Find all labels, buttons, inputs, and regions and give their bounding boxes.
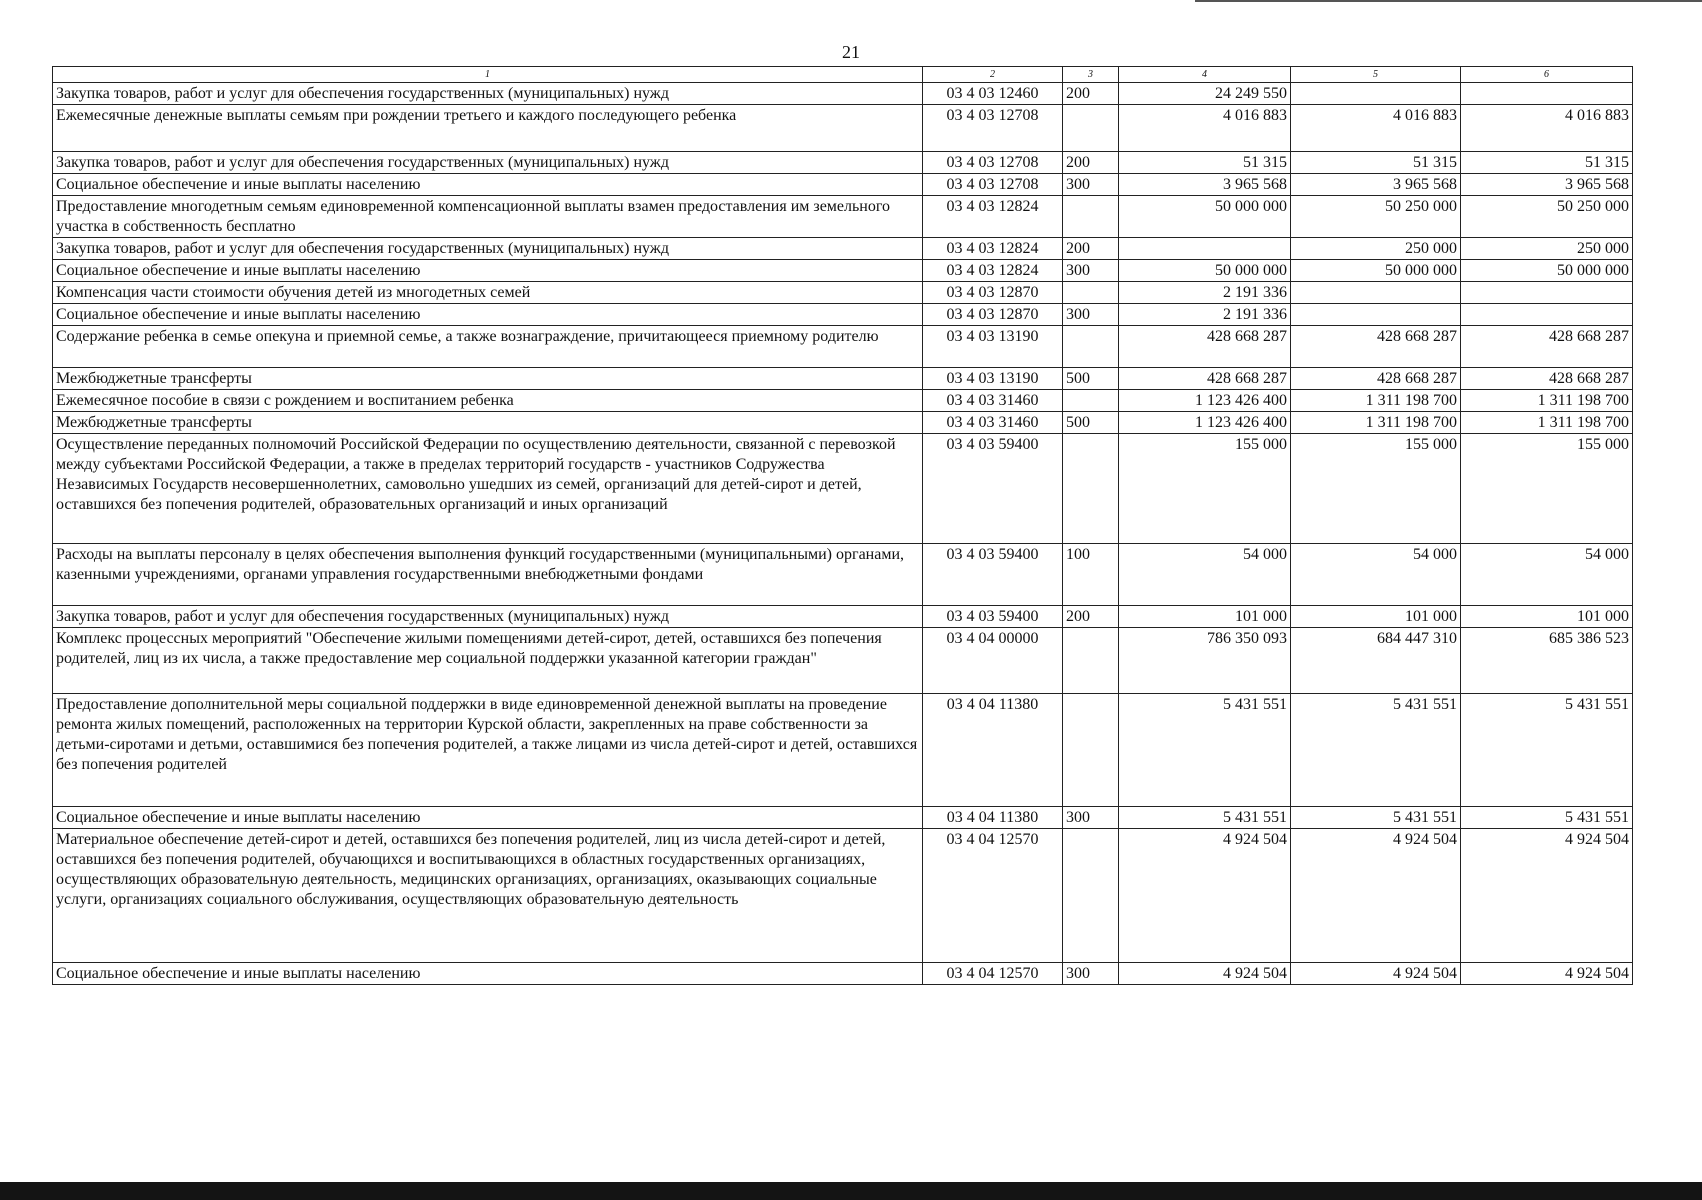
row-name: Содержание ребенка в семье опекуна и приемной семье, а также вознаграждение, причитающееся приемному родителю	[53, 326, 923, 368]
row-code: 03 4 03 12870	[923, 282, 1063, 304]
table-row	[53, 606, 1633, 628]
row-value-col4: 155 000	[1119, 434, 1291, 544]
table-row	[53, 694, 1633, 807]
table-row	[53, 260, 1633, 282]
row-value-col5: 50 000 000	[1291, 260, 1461, 282]
row-value-col6: 5 431 551	[1461, 694, 1633, 807]
row-expense-type	[1063, 434, 1119, 544]
row-value-col4: 1 123 426 400	[1119, 390, 1291, 412]
row-value-col4: 1 123 426 400	[1119, 412, 1291, 434]
table-row	[53, 174, 1633, 196]
scan-bottom-band	[0, 1182, 1702, 1200]
row-code: 03 4 03 12708	[923, 152, 1063, 174]
table-row	[53, 368, 1633, 390]
row-name: Социальное обеспечение и иные выплаты населению	[53, 304, 923, 326]
row-code: 03 4 03 59400	[923, 434, 1063, 544]
row-value-col4: 428 668 287	[1119, 326, 1291, 368]
row-code: 03 4 03 12824	[923, 196, 1063, 238]
row-name: Социальное обеспечение и иные выплаты населению	[53, 174, 923, 196]
row-expense-type	[1063, 829, 1119, 963]
row-value-col5: 1 311 198 700	[1291, 390, 1461, 412]
row-name: Предоставление дополнительной меры социальной поддержки в виде единовременной денежной выплаты на проведение ремонта жилых помещений, расположенных на территории Курской области, закрепленных на праве собственности за детьми-сиротами и детьми, оставшимися без попечения родителей, а также лицами из числа детей-сирот и детей, оставшихся без попечения родителей	[53, 694, 923, 807]
row-code: 03 4 03 13190	[923, 326, 1063, 368]
row-code: 03 4 03 12460	[923, 83, 1063, 105]
row-expense-type: 300	[1063, 260, 1119, 282]
row-value-col6: 428 668 287	[1461, 368, 1633, 390]
page-number: 21	[842, 42, 860, 62]
table-row	[53, 544, 1633, 606]
table-row	[53, 196, 1633, 238]
row-value-col4: 4 924 504	[1119, 963, 1291, 985]
row-value-col5: 1 311 198 700	[1291, 412, 1461, 434]
row-value-col5	[1291, 282, 1461, 304]
row-value-col5: 4 924 504	[1291, 829, 1461, 963]
budget-table	[52, 66, 1633, 985]
row-code: 03 4 03 12824	[923, 238, 1063, 260]
row-expense-type	[1063, 105, 1119, 152]
row-value-col4: 101 000	[1119, 606, 1291, 628]
row-value-col5: 5 431 551	[1291, 807, 1461, 829]
table-row	[53, 390, 1633, 412]
row-value-col4: 50 000 000	[1119, 196, 1291, 238]
table-row	[53, 829, 1633, 963]
top-edge-rule	[1195, 0, 1702, 2]
row-value-col5: 250 000	[1291, 238, 1461, 260]
row-expense-type: 200	[1063, 238, 1119, 260]
row-value-col5: 155 000	[1291, 434, 1461, 544]
column-number: 3	[1063, 67, 1119, 83]
row-code: 03 4 03 13190	[923, 368, 1063, 390]
row-name: Закупка товаров, работ и услуг для обеспечения государственных (муниципальных) нужд	[53, 83, 923, 105]
table-row	[53, 963, 1633, 985]
row-value-col6: 50 250 000	[1461, 196, 1633, 238]
row-value-col6: 5 431 551	[1461, 807, 1633, 829]
table-body	[53, 83, 1633, 985]
column-number: 5	[1291, 67, 1461, 83]
row-value-col6: 1 311 198 700	[1461, 390, 1633, 412]
row-value-col4: 54 000	[1119, 544, 1291, 606]
table-row	[53, 238, 1633, 260]
column-number: 2	[923, 67, 1063, 83]
row-expense-type	[1063, 196, 1119, 238]
row-value-col6	[1461, 282, 1633, 304]
row-expense-type: 200	[1063, 606, 1119, 628]
row-code: 03 4 03 12708	[923, 105, 1063, 152]
row-expense-type: 500	[1063, 368, 1119, 390]
row-value-col6: 54 000	[1461, 544, 1633, 606]
row-name: Ежемесячное пособие в связи с рождением и воспитанием ребенка	[53, 390, 923, 412]
row-value-col6: 3 965 568	[1461, 174, 1633, 196]
row-name: Социальное обеспечение и иные выплаты населению	[53, 807, 923, 829]
row-code: 03 4 03 59400	[923, 544, 1063, 606]
row-expense-type	[1063, 390, 1119, 412]
row-value-col4: 4 924 504	[1119, 829, 1291, 963]
row-expense-type: 500	[1063, 412, 1119, 434]
row-expense-type: 300	[1063, 174, 1119, 196]
row-name: Материальное обеспечение детей-сирот и детей, оставшихся без попечения родителей, лиц из числа детей-сирот и детей, оставшихся без попечения родителей, обучающихся и воспитывающихся в областных государственных организациях, осуществляющих образовательную деятельность, медицинских организациях, организациях, оказывающих социальные услуги, организациях социального обслуживания, осуществляющих образовательную деятельность	[53, 829, 923, 963]
row-value-col4: 5 431 551	[1119, 694, 1291, 807]
table-row	[53, 282, 1633, 304]
row-value-col5: 4 016 883	[1291, 105, 1461, 152]
table-row	[53, 105, 1633, 152]
row-value-col4: 2 191 336	[1119, 282, 1291, 304]
row-expense-type: 200	[1063, 83, 1119, 105]
row-expense-type: 200	[1063, 152, 1119, 174]
row-value-col5: 684 447 310	[1291, 628, 1461, 694]
table-row	[53, 628, 1633, 694]
table-row	[53, 83, 1633, 105]
row-value-col4: 4 016 883	[1119, 105, 1291, 152]
table-row	[53, 304, 1633, 326]
row-code: 03 4 03 59400	[923, 606, 1063, 628]
row-expense-type	[1063, 282, 1119, 304]
row-name: Компенсация части стоимости обучения детей из многодетных семей	[53, 282, 923, 304]
row-value-col5: 51 315	[1291, 152, 1461, 174]
row-value-col5: 54 000	[1291, 544, 1461, 606]
row-name: Социальное обеспечение и иные выплаты населению	[53, 260, 923, 282]
row-value-col6: 250 000	[1461, 238, 1633, 260]
row-expense-type: 300	[1063, 963, 1119, 985]
row-value-col4: 5 431 551	[1119, 807, 1291, 829]
row-expense-type	[1063, 628, 1119, 694]
row-value-col5: 5 431 551	[1291, 694, 1461, 807]
row-value-col4: 428 668 287	[1119, 368, 1291, 390]
row-code: 03 4 04 12570	[923, 829, 1063, 963]
row-value-col4: 50 000 000	[1119, 260, 1291, 282]
row-value-col6	[1461, 83, 1633, 105]
table-row	[53, 152, 1633, 174]
table-row	[53, 434, 1633, 544]
row-code: 03 4 03 12870	[923, 304, 1063, 326]
row-value-col5	[1291, 83, 1461, 105]
table-row	[53, 412, 1633, 434]
row-name: Закупка товаров, работ и услуг для обеспечения государственных (муниципальных) нужд	[53, 238, 923, 260]
row-code: 03 4 03 12824	[923, 260, 1063, 282]
row-value-col5: 101 000	[1291, 606, 1461, 628]
row-value-col5: 4 924 504	[1291, 963, 1461, 985]
row-value-col5: 3 965 568	[1291, 174, 1461, 196]
row-value-col6: 155 000	[1461, 434, 1633, 544]
column-number: 1	[53, 67, 923, 83]
row-value-col6: 4 924 504	[1461, 829, 1633, 963]
row-value-col5	[1291, 304, 1461, 326]
row-name: Предоставление многодетным семьям единовременной компенсационной выплаты взамен предоставления им земельного участка в собственность бесплатно	[53, 196, 923, 238]
row-name: Расходы на выплаты персоналу в целях обеспечения выполнения функций государственными (муниципальными) органами, казенными учреждениями, органами управления государственными внебюджетными фондами	[53, 544, 923, 606]
row-value-col4	[1119, 238, 1291, 260]
row-code: 03 4 03 31460	[923, 412, 1063, 434]
row-code: 03 4 04 11380	[923, 694, 1063, 807]
row-value-col6: 428 668 287	[1461, 326, 1633, 368]
row-name: Социальное обеспечение и иные выплаты населению	[53, 963, 923, 985]
row-value-col4: 2 191 336	[1119, 304, 1291, 326]
row-name: Межбюджетные трансферты	[53, 368, 923, 390]
row-value-col6: 101 000	[1461, 606, 1633, 628]
row-expense-type: 300	[1063, 304, 1119, 326]
row-name: Ежемесячные денежные выплаты семьям при рождении третьего и каждого последующего ребенка	[53, 105, 923, 152]
row-value-col4: 24 249 550	[1119, 83, 1291, 105]
row-name: Закупка товаров, работ и услуг для обеспечения государственных (муниципальных) нужд	[53, 606, 923, 628]
row-code: 03 4 04 12570	[923, 963, 1063, 985]
row-value-col5: 50 250 000	[1291, 196, 1461, 238]
row-expense-type: 100	[1063, 544, 1119, 606]
row-code: 03 4 03 31460	[923, 390, 1063, 412]
row-value-col6	[1461, 304, 1633, 326]
row-code: 03 4 04 11380	[923, 807, 1063, 829]
row-value-col4: 3 965 568	[1119, 174, 1291, 196]
row-value-col5: 428 668 287	[1291, 368, 1461, 390]
row-value-col5: 428 668 287	[1291, 326, 1461, 368]
table-row	[53, 807, 1633, 829]
row-expense-type	[1063, 694, 1119, 807]
row-name: Межбюджетные трансферты	[53, 412, 923, 434]
row-value-col6: 51 315	[1461, 152, 1633, 174]
row-value-col6: 4 924 504	[1461, 963, 1633, 985]
row-value-col4: 51 315	[1119, 152, 1291, 174]
row-value-col6: 1 311 198 700	[1461, 412, 1633, 434]
row-value-col4: 786 350 093	[1119, 628, 1291, 694]
row-value-col6: 4 016 883	[1461, 105, 1633, 152]
column-number: 6	[1461, 67, 1633, 83]
row-name: Комплекс процессных мероприятий "Обеспечение жилыми помещениями детей-сирот, детей, оставшихся без попечения родителей, лиц из их числа, а также предоставление мер социальной поддержки указанной категории граждан"	[53, 628, 923, 694]
row-name: Осуществление переданных полномочий Российской Федерации по осуществлению деятельности, связанной с перевозкой между субъектами Российской Федерации, а также в пределах территорий государств - участников Содружества Независимых Государств несовершеннолетних, самовольно ушедших из семей, организаций для детей-сирот и детей, оставшихся без попечения родителей, образовательных организаций и иных организаций	[53, 434, 923, 544]
row-value-col6: 50 000 000	[1461, 260, 1633, 282]
row-name: Закупка товаров, работ и услуг для обеспечения государственных (муниципальных) нужд	[53, 152, 923, 174]
row-expense-type	[1063, 326, 1119, 368]
row-code: 03 4 03 12708	[923, 174, 1063, 196]
row-code: 03 4 04 00000	[923, 628, 1063, 694]
row-expense-type: 300	[1063, 807, 1119, 829]
row-value-col6: 685 386 523	[1461, 628, 1633, 694]
table-row	[53, 326, 1633, 368]
column-number: 4	[1119, 67, 1291, 83]
column-numbers-row	[53, 67, 1633, 83]
